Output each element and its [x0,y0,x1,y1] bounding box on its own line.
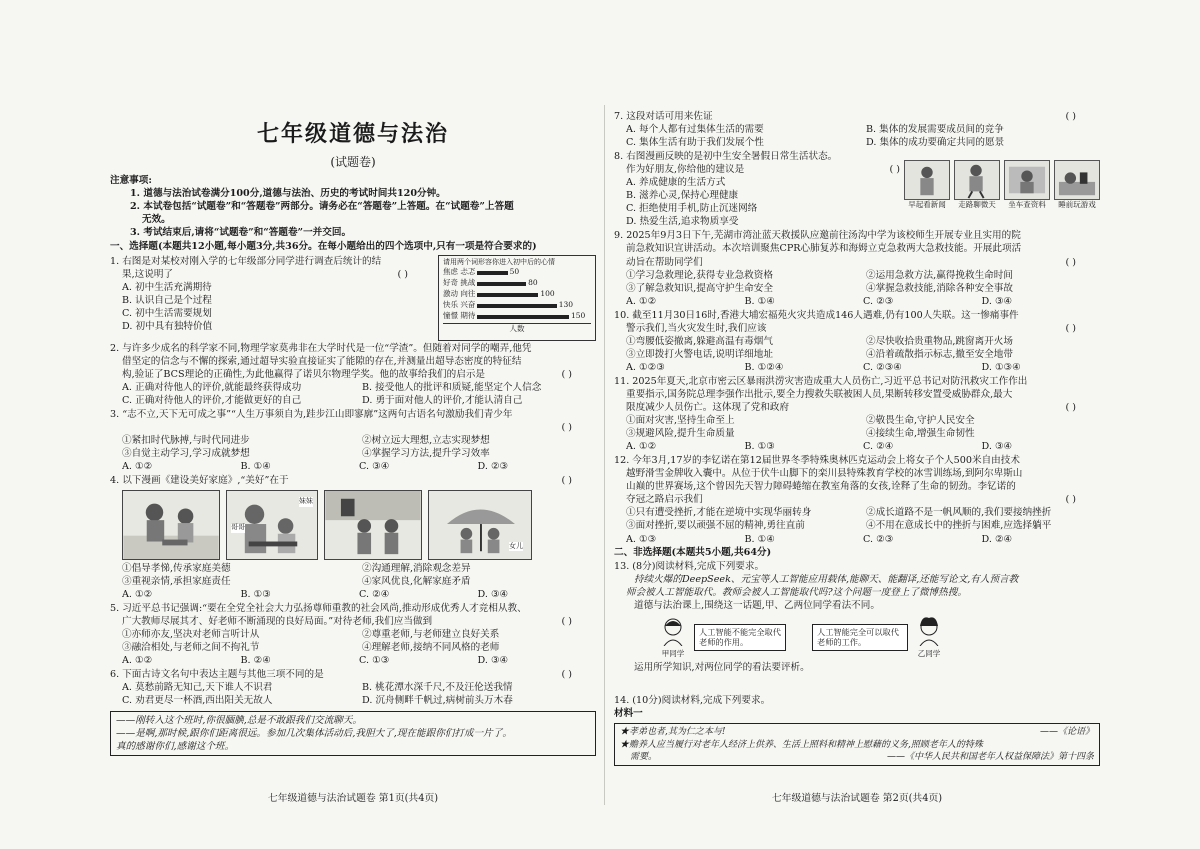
question-14 [614,694,1100,766]
q10-line-2: 警示我们,当火灾发生时,我们应该 [626,322,767,334]
question-5 [110,602,596,667]
q9-item-2: ②运用急救方法,赢得挽救生命时间 [866,269,1013,281]
page-footer-1: 七年级道德与法治试题卷 第1页(共4页) [267,792,439,804]
chart-bar [477,282,526,286]
q4-line: 4. 以下漫画《建设美好家庭》,“美好”在于 [110,474,289,486]
question-7 [614,110,1100,149]
q4-option-b: B. ①③ [240,589,271,601]
q3-item-4: ④掌握学习方法,提升学习效率 [362,447,490,459]
q6-line: 6. 下面古诗文名句中表达主题与其他三项不同的是 [110,669,324,681]
q9-option-c: C. ②③ [863,295,894,307]
q3-item-1: ①紧扣时代脉搏,与时代同进步 [122,434,250,446]
q2-line-3: 构,验证了BCS理论的正确性,为此他赢得了诺贝尔物理学奖。他的故事给我们的启示是 [122,368,486,380]
q10-option-d: D. ①③④ [981,361,1021,373]
q14-material-box [614,723,1100,766]
chart-row [443,278,591,289]
comic-label-brother: 哥哥 [231,523,245,532]
q5-option-a: A. ①② [122,655,153,667]
question-1 [110,255,596,341]
note-2b: 无效。 [142,214,171,226]
q10-item-1: ①弯腰低姿撤离,躲避高温有毒烟气 [626,335,773,347]
q11-option-b: B. ①③ [744,441,775,453]
chart-rows [443,267,591,322]
q14-source-2: ——《中华人民共和国老年人权益保障法》第十四条 [886,751,1094,762]
q2-option-d: D. 勇于面对他人的评价,才能认清自己 [362,394,523,406]
q6-option-b: B. 桃花潭水深千尺,不及汪伦送我情 [362,682,513,694]
chart-x-label: 人数 [443,323,591,334]
q9-option-d: D. ③④ [981,295,1013,307]
q10-option-a: A. ①②③ [626,361,665,373]
chart-bar [477,304,557,308]
section-2-heading: 二、非选择题(本题共5小题,共64分) [614,546,772,558]
q2-option-a: A. 正确对待他人的评价,就能最终获得成功 [122,381,302,393]
comic-panel-3 [324,490,422,560]
q3-answer-paren: ( ) [561,421,572,433]
q8-panel-4 [1054,160,1100,228]
q8-option-c: C. 拒绝使用手机,防止沉迷网络 [626,203,758,215]
q14-source-1: ——《论语》 [1039,727,1094,738]
q11-option-c: C. ②④ [863,441,894,453]
q11-line-1: 11. 2025年夏天,北京市密云区暴雨洪涝灾害造成重大人员伤亡,习近平总书记对防汛救灾工作作出 [614,375,1028,387]
q1-option-d: D. 初中具有独特价值 [122,320,213,332]
q12-item-3: ③面对挫折,要以顽强不屈的精神,勇往直前 [626,520,805,532]
q7-line: 7. 这段对话可用来佐证 [614,111,713,122]
q1-answer-paren: ( ) [397,268,408,280]
q2-line-2: 借坚定的信念与不懈的探索,通过超导实验直接证实了能隙的存在,并测量出超导态密度的特征结 [122,355,522,367]
question-13 [614,560,1100,675]
q10-item-3: ③立即拨打火警电话,说明详细地址 [626,348,773,360]
q11-line-2: 重要指示,国务院总理李强作出批示,要全力搜救失联被困人员,果断转移安置受威胁群众,最大 [626,388,1013,400]
comic-panel-4 [428,490,532,560]
q5-item-3: ③融洽相处,与老师之间不拘礼节 [122,642,260,654]
q9-line-3: 动旨在帮助同学们 [626,256,703,268]
q3-option-c: C. ③④ [359,460,390,472]
chart-title: 请用两个词形容你进入初中后的心情 [443,257,555,266]
survey-bar-chart [438,255,596,341]
q10-option-b: B. ①②④ [744,361,784,373]
q3-option-d: D. ②③ [477,460,509,472]
q5-answer-paren: ( ) [561,616,572,628]
q14-quote-2a: ★赡养人应当履行对老年人经济上供养、生活上照料和精神上慰藉的义务,照顾老年人的特殊 [620,739,983,750]
q12-line-2: 越野滑雪金牌收入囊中。从位于伏牛山脚下的栾川县特殊教育学校的冰雪训练场,到阿尔卑斯山 [626,468,1023,480]
q4-item-2: ②沟通理解,消除观念差异 [362,563,471,575]
question-4 [110,474,596,601]
q12-option-c: C. ②③ [863,533,894,545]
q6-answer-paren: ( ) [561,669,572,681]
q14-line: 14. (10分)阅读材料,完成下列要求。 [614,695,771,707]
question-10 [614,309,1100,374]
q12-answer-paren: ( ) [1065,494,1076,506]
chart-row [443,311,591,322]
note-1: 1. 道德与法治试卷满分100分,道德与法治、历史的考试时间共120分钟。 [130,188,446,200]
right-page [614,100,1100,849]
q4-option-c: C. ②④ [359,589,390,601]
q11-answer-paren: ( ) [1065,402,1076,414]
student-a-icon [660,616,686,646]
chart-bar [477,315,569,319]
q5-item-1: ①亦师亦友,坚决对老师言听计从 [122,629,260,641]
q12-line-3: 山巅的世界赛场,这个曾因先天智力障碍蜷缩在教室角落的女孩,诠释了生命的韧劲。李钇诺的 [626,481,1016,493]
dialog-line-1: ——刚转入这个班时,你很腼腆,总是不敢跟我们交流聊天。 [116,714,362,726]
q12-line-1: 12. 今年3月,17岁的李钇诺在第12届世界冬季特殊奥林匹克运动会上将女子个人500米自由技术 [614,455,1020,467]
q9-item-3: ③了解急救知识,提高守护生命安全 [626,282,773,294]
q11-option-d: D. ③④ [981,441,1013,453]
chart-bar [477,271,508,275]
q9-item-1: ①学习急救理论,获得专业急救资格 [626,269,773,281]
comic-label-sister: 妹妹 [299,497,313,506]
chart-row [443,267,591,278]
q9-option-b: B. ①④ [744,295,775,307]
question-3 [110,408,596,473]
q8-comic [904,160,1100,228]
q10-answer-paren: ( ) [1065,322,1076,334]
chart-value-label: 150 [571,311,586,321]
student-a-name: 甲同学 [661,648,685,658]
q13-material-1: 持续火爆的DeepSeek、元宝等人工智能应用载体,能聊天、能翻译,还能写论文,有人预言教 [634,573,1019,585]
q2-line-1: 2. 与许多少成名的科学家不同,物理学家莫弗非在大学时代是一位“学渣”。但随着对同学的嘲弄,他凭 [110,342,532,354]
comic-strip [122,490,596,560]
q3-item-2: ②树立远大理想,立志实现梦想 [362,434,490,446]
section-1-heading: 一、选择题(本题共12小题,每小题3分,共36分。在每小题给出的四个选项中,只有一项是符合要求的) [110,241,537,253]
q13-cartoon [660,616,1100,659]
q4-item-3: ③重视亲情,承担家庭责任 [122,576,231,588]
q11-line-3: 限度减少人员伤亡。这体现了党和政府 [626,402,790,414]
q11-item-3: ③规避风险,提升生命质量 [626,428,735,440]
q8-panel-2-label: 走路聊微天 [958,200,996,210]
question-9 [614,229,1100,307]
q11-item-2: ②敬畏生命,守护人民安全 [866,415,975,427]
q9-line-1: 9. 2025年9月3日下午,芜湖市湾沚蓝天救援队应邀前往汤沟中学为该校师生开展专业且实用的院 [614,230,1021,242]
q8-panel-2 [954,160,1000,228]
q13-line: 13. (8分)阅读材料,完成下列要求。 [614,560,765,572]
q8-panel-1-label: 早起看新闻 [908,200,946,210]
student-b [916,616,942,659]
q14-quote-1: ★孝弟也者,其为仁之本与! [620,727,726,738]
q9-line-2: 前急救知识宣讲活动。本次培训聚焦CPR心肺复苏和海姆立克急救两大急救技能。开展此项活 [626,243,1022,255]
note-2: 2. 本试卷包括“试题卷”和“答题卷”两部分。请务必在“答题卷”上答题。在“试题卷”上答题 [130,201,514,213]
chart-value-label: 100 [540,289,555,299]
q12-option-d: D. ②④ [981,533,1013,545]
q5-option-c: C. ①③ [359,655,390,667]
chart-value-label: 130 [558,300,574,310]
q4-item-4: ④家风优良,化解家庭矛盾 [362,576,471,588]
q12-option-a: A. ①③ [626,533,657,545]
page-footer-2: 七年级道德与法治试题卷 第2页(共4页) [771,792,943,804]
dialog-line-2: ——是啊,那时候,跟你们距离很远。参加几次集体活动后,我胆大了,现在能跟你们打成一片了。 [116,727,512,739]
q11-item-4: ④接续生命,增强生命韧性 [866,428,975,440]
q13-material-2: 师会被人工智能取代。教师会被人工智能取代吗?这个问题一度登上了微博热搜。 [626,586,967,598]
chart-category-label: 憧憬 期待 [443,311,476,321]
question-8 [614,150,1100,228]
q6-option-a: A. 莫愁前路无知己,天下谁人不识君 [122,682,273,694]
q7-option-c: C. 集体生活有助于我们发展个性 [626,137,764,149]
chart-bar [477,293,538,297]
q2-option-b: B. 接受他人的批评和质疑,能坚定个人信念 [362,381,542,393]
q4-option-a: A. ①② [122,589,153,601]
comic-panel-1 [122,490,220,560]
q8-answer-paren: ( ) [889,164,900,176]
q6-option-d: D. 沉舟侧畔千帆过,病树前头万木春 [362,695,513,707]
dialog-box [110,711,596,756]
chart-row [443,289,591,300]
student-b-bubble: 人工智能完全可以取代老师的工作。 [812,624,908,651]
q11-item-1: ①面对灾害,坚持生命至上 [626,415,735,427]
page-divider [604,105,605,805]
question-2 [110,342,596,407]
q13-scene: 道德与法治课上,围绕这一话题,甲、乙两位同学看法不同。 [634,599,880,611]
q8-panel-3-label: 坐车查资料 [1008,200,1046,210]
q12-item-4: ④不用在意成长中的挫折与困难,应选择躺平 [866,520,1052,532]
q12-line-4: 夺冠之路启示我们 [626,494,703,506]
q7-option-a: A. 每个人都有过集体生活的需要 [626,124,764,136]
q3-option-a: A. ①② [122,460,153,472]
chart-category-label: 激动 向往 [443,289,476,299]
q9-option-a: A. ①② [626,295,657,307]
chart-category-label: 好奇 挑战 [443,278,476,288]
q2-answer-paren: ( ) [561,368,572,380]
q1-option-a: A. 初中生活充满期待 [122,281,212,293]
q4-option-d: D. ③④ [477,589,509,601]
student-a-bubble: 人工智能不能完全取代老师的作用。 [694,624,786,651]
question-11 [614,375,1100,453]
chart-value-label: 50 [509,267,520,277]
q5-option-d: D. ③④ [477,655,509,667]
q1-option-c: C. 初中生活需要规划 [122,307,212,319]
q2-option-c: C. 正确对待他人的评价,才能做更好的自己 [122,394,302,406]
q5-item-4: ④理解老师,接纳不同风格的老师 [362,642,500,654]
q11-option-a: A. ①② [626,441,657,453]
q10-option-c: C. ②③④ [863,361,902,373]
q9-answer-paren: ( ) [1065,256,1076,268]
question-12 [614,454,1100,545]
q10-line-1: 10. 截至11月30日16时,香港大埔宏福苑火灾共造成146人遇难,仍有100人失联。这一惨痛事件 [614,309,1019,321]
chart-value-label: 80 [528,278,538,288]
page-subtitle: (试题卷) [330,154,376,169]
student-b-name: 乙同学 [917,648,941,658]
comic-label-daughter: 女儿 [509,541,523,550]
student-b-icon [916,616,942,646]
page-title: 七年级道德与法治 [256,121,449,147]
q5-item-2: ②尊重老师,与老师建立良好关系 [362,629,500,641]
q3-option-b: B. ①④ [240,460,271,472]
q7-option-b: B. 集体的发展需要成员间的竞争 [866,124,1004,136]
q10-item-2: ②尽快收拾贵重物品,跳窗离开火场 [866,335,1013,347]
student-a [660,616,686,659]
dialog-line-3: 真的感谢你们,感谢这个班。 [116,740,235,752]
q8-option-d: D. 热爱生活,追求物质享受 [626,216,739,228]
q7-option-d: D. 集体的成功要确定共同的愿景 [866,137,1005,149]
q9-item-4: ④掌握急救技能,消除各种安全事故 [866,282,1013,294]
chart-category-label: 焦虑 忐忑 [443,267,476,277]
q6-option-c: C. 劝君更尽一杯酒,西出阳关无故人 [122,695,273,707]
q1-option-b: B. 认识自己是个过程 [122,294,212,306]
left-page [110,100,596,849]
q12-item-2: ②成长道路不是一帆风顺的,我们要接纳挫折 [866,507,1052,519]
chart-category-label: 快乐 兴奋 [443,300,476,310]
q14-quote-2b: 需要。 [630,751,658,762]
q8-panel-1 [904,160,950,228]
note-3: 3. 考试结束后,请将“试题卷”和“答题卷”一并交回。 [130,227,352,239]
q7-answer-paren: ( ) [1065,111,1076,122]
q8-option-a: A. 养成健康的生活方式 [626,177,726,189]
q3-line: 3. “志不立,天下无可成之事”“人生万事须自为,跬步江山即寥廓”这两句古语名句激励我们青少年 [110,408,513,420]
chart-row [443,300,591,311]
q1-stem-2: 果,这说明了 [122,268,174,280]
q12-option-b: B. ①④ [744,533,775,545]
q4-item-1: ①倡导孝悌,传承家庭美德 [122,563,231,575]
q5-option-b: B. ②④ [240,655,271,667]
q4-answer-paren: ( ) [561,474,572,486]
q3-item-3: ③自觉主动学习,学习成就梦想 [122,447,250,459]
q10-item-4: ④沿着疏散指示标志,撤至安全地带 [866,348,1013,360]
comic-panel-2 [226,490,318,560]
q13-ask: 运用所学知识,对两位同学的看法要评析。 [634,662,810,674]
q5-line-2: 广大教师尽展其才、好老师不断涌现的良好局面。”对待老师,我们应当做到 [122,616,433,628]
question-6 [110,668,596,707]
q8-line: 8. 右图漫画反映的是初中生安全暑假日常生活状态。 [614,151,838,163]
q8-panel-3 [1004,160,1050,228]
q1-stem: 1. 右图是对某校对刚入学的七年级部分同学进行调查后统计的结 [110,255,382,267]
q12-item-1: ①只有遭受挫折,才能在逆境中实现华丽转身 [626,507,812,519]
q14-material-1-label: 材料一 [614,708,643,720]
q8-panel-4-label: 睡前玩游戏 [1058,200,1096,210]
q5-line-1: 5. 习近平总书记强调:“要在全党全社会大力弘扬尊师重教的社会风尚,推动形成优秀人才竞相从教、 [110,603,527,615]
q8-option-b: B. 滋养心灵,保持心理健康 [626,190,739,202]
notes-heading: 注意事项: [110,175,152,187]
q8-line-2: 作为好朋友,你给他的建议是 [626,164,745,176]
